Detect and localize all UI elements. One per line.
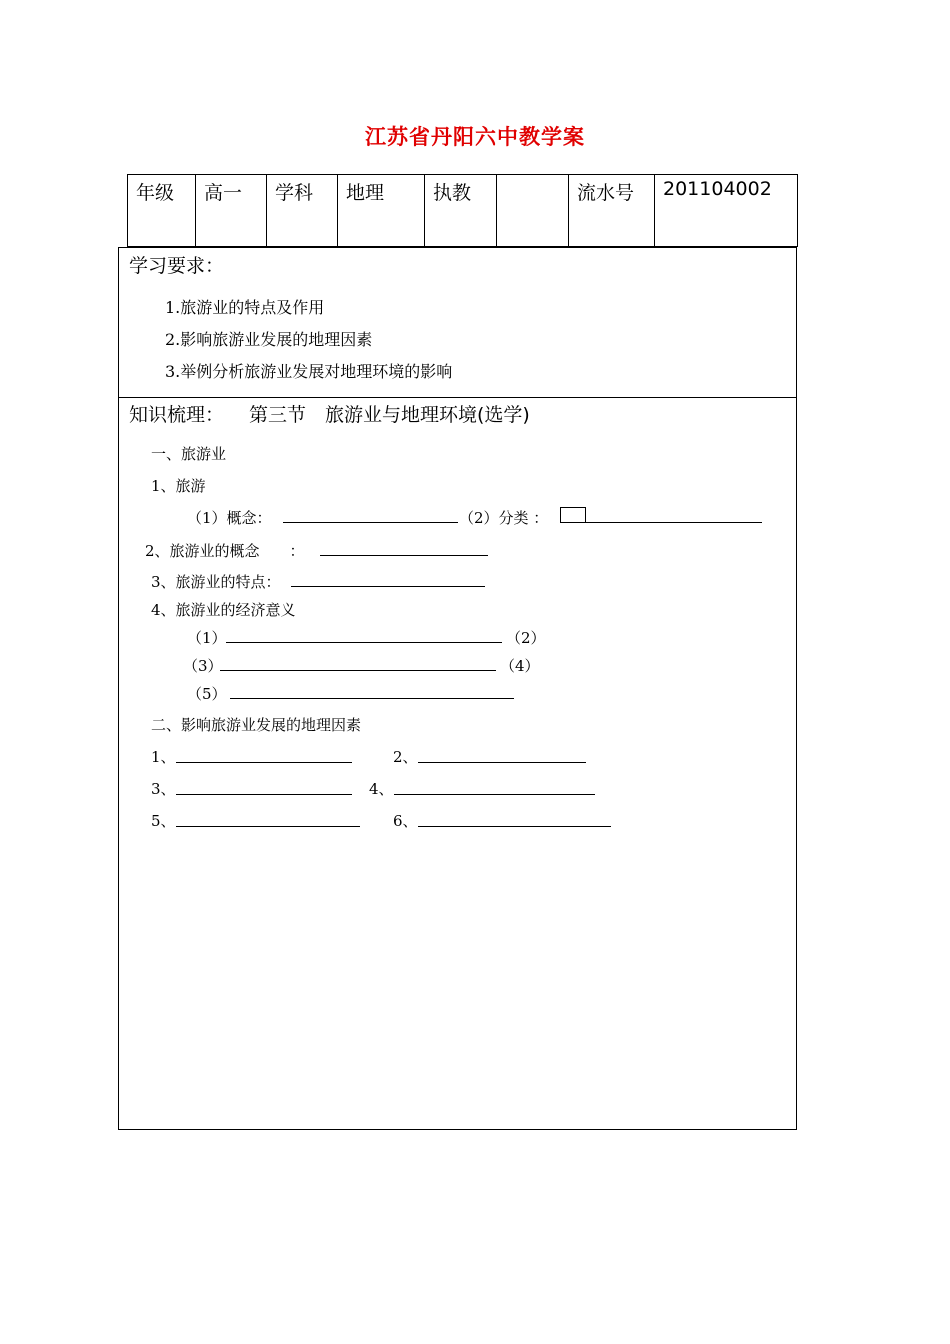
q1-label: 1、旅游	[151, 477, 206, 495]
factor-blank[interactable]	[394, 794, 595, 795]
q2-blank[interactable]	[320, 555, 488, 556]
requirement-item: 3.举例分析旅游业发展对地理环境的影响	[165, 362, 453, 381]
q1-class-blank[interactable]	[586, 522, 762, 523]
serial-value: 201104002	[655, 175, 798, 247]
factor-label: 6、	[393, 812, 418, 830]
factor-blank[interactable]	[418, 762, 586, 763]
factor-blank[interactable]	[418, 826, 611, 827]
knowledge-heading: 知识梳理：	[129, 404, 225, 426]
q4-item: （3）	[183, 657, 223, 675]
requirement-item: 2.影响旅游业发展的地理因素	[165, 330, 373, 349]
q4-blank[interactable]	[220, 670, 496, 671]
q1-concept-blank[interactable]	[283, 522, 458, 523]
q1-concept-label: （1）概念：	[187, 509, 272, 527]
requirement-item: 1.旅游业的特点及作用	[165, 298, 325, 317]
factor-blank[interactable]	[176, 826, 360, 827]
q4-label: 4、旅游业的经济意义	[151, 601, 296, 619]
factor-label: 4、	[369, 780, 394, 798]
q2-label: 2、旅游业的概念 ：	[145, 542, 305, 560]
section-title: 第三节 旅游业与地理环境(选学)	[249, 404, 530, 426]
q4-item: （1）	[187, 629, 227, 647]
teacher-label: 执教	[425, 175, 497, 247]
q3-label: 3、旅游业的特点：	[151, 573, 281, 591]
page-title: 江苏省丹阳六中教学案	[365, 125, 585, 149]
factor-blank[interactable]	[176, 794, 352, 795]
grade-label: 年级	[128, 175, 196, 247]
q4-blank[interactable]	[230, 698, 514, 699]
part1-heading: 一、旅游业	[151, 445, 227, 463]
q4-blank[interactable]	[226, 642, 502, 643]
subject-label: 学科	[267, 175, 338, 247]
q1-class-label: （2）分类 ：	[459, 509, 549, 527]
factor-label: 1、	[151, 748, 176, 766]
requirements-box	[118, 247, 797, 398]
requirements-heading: 学习要求：	[129, 255, 225, 277]
part2-heading: 二、影响旅游业发展的地理因素	[151, 716, 362, 734]
knowledge-box	[118, 397, 797, 1130]
teacher-value	[497, 175, 569, 247]
factor-label: 5、	[151, 812, 176, 830]
factor-label: 2、	[393, 748, 418, 766]
q4-item: （2）	[506, 629, 546, 647]
q4-item: （4）	[500, 657, 540, 675]
q4-item: （5）	[187, 685, 227, 703]
factor-blank[interactable]	[176, 762, 352, 763]
info-table	[127, 174, 798, 247]
serial-label: 流水号	[569, 175, 655, 247]
grade-value: 高一	[196, 175, 267, 247]
subject-value: 地理	[338, 175, 425, 247]
factor-label: 3、	[151, 780, 176, 798]
checkbox-square[interactable]	[560, 507, 586, 523]
q3-blank[interactable]	[291, 586, 485, 587]
